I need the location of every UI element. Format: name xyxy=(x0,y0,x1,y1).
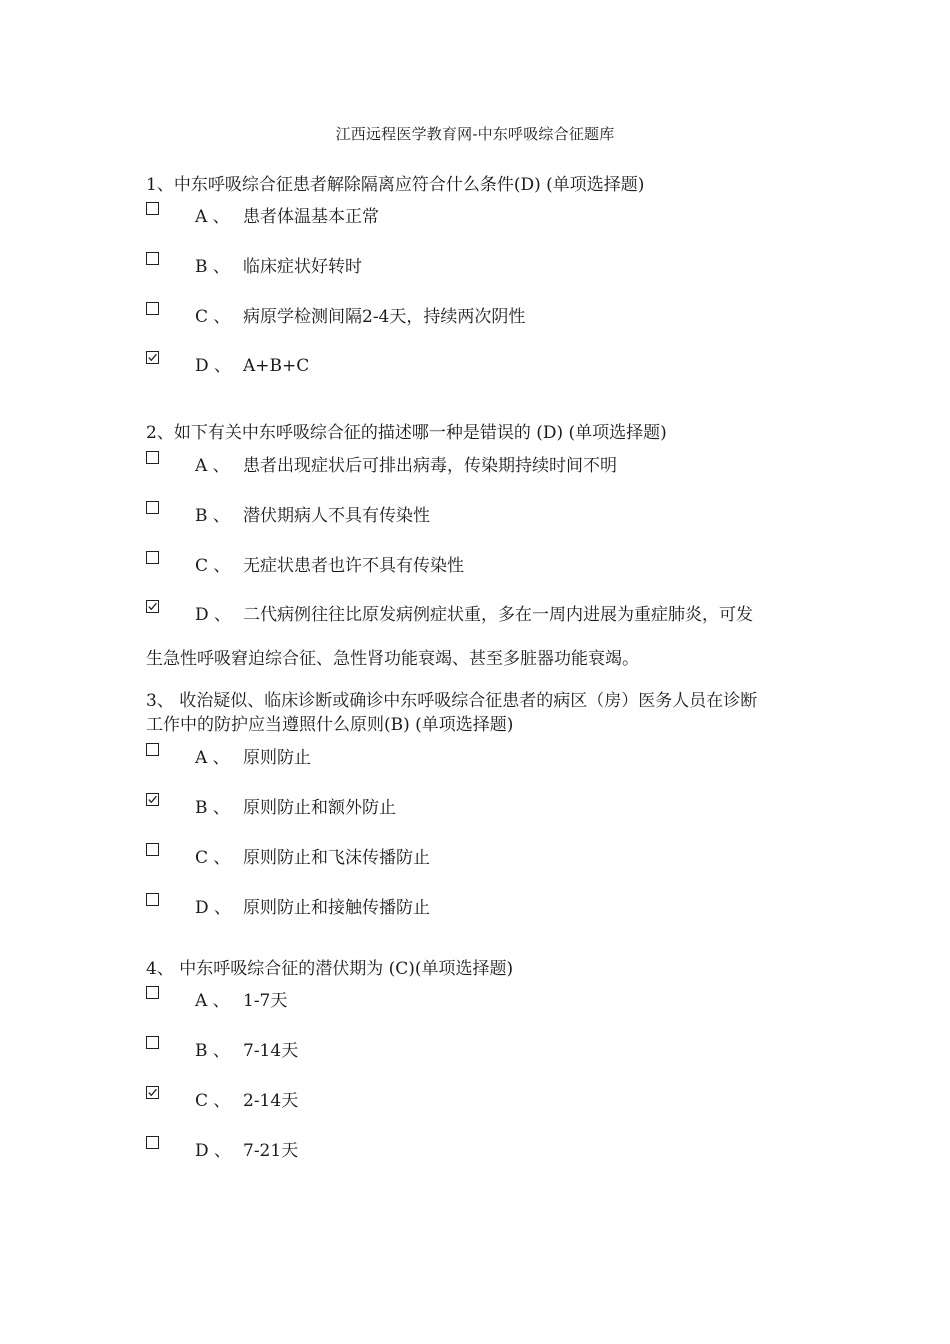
option-letter: D 、 xyxy=(195,898,232,918)
checkbox[interactable] xyxy=(146,202,159,215)
checkbox[interactable] xyxy=(146,743,159,756)
option-letter: D 、 xyxy=(195,1141,232,1161)
option-text: 二代病例往往比原发病例症状重，多在一周内进展为重症肺炎，可发 xyxy=(243,605,753,625)
option-text: 原则防止 xyxy=(243,748,311,768)
checkbox[interactable] xyxy=(146,501,159,514)
checked-checkbox[interactable] xyxy=(146,793,159,806)
checkbox[interactable] xyxy=(146,302,159,315)
option-text: A+B+C xyxy=(243,356,310,376)
option-letter: C 、 xyxy=(195,307,231,327)
option-letter: D 、 xyxy=(195,356,232,376)
option-letter: B 、 xyxy=(195,798,230,818)
option-text: 无症状患者也许不具有传染性 xyxy=(243,556,464,576)
option-letter: C 、 xyxy=(195,1091,231,1111)
checkbox[interactable] xyxy=(146,1136,159,1149)
checkbox[interactable] xyxy=(146,551,159,564)
checkbox[interactable] xyxy=(146,252,159,265)
checkbox[interactable] xyxy=(146,1036,159,1049)
option-letter: B 、 xyxy=(195,257,230,277)
checkbox[interactable] xyxy=(146,843,159,856)
checked-checkbox[interactable] xyxy=(146,600,159,613)
question-3-stem-line-1: 3、 收治疑似、临床诊断或确诊中东呼吸综合征患者的病区（房）医务人员在诊断 xyxy=(146,691,758,711)
option-text: 临床症状好转时 xyxy=(243,257,362,277)
checkmark-icon xyxy=(147,601,158,612)
page-title: 江西远程医学教育网-中东呼吸综合征题库 xyxy=(335,125,615,143)
option-text: 患者出现症状后可排出病毒，传染期持续时间不明 xyxy=(243,456,617,476)
option-letter: B 、 xyxy=(195,1041,230,1061)
option-text: 2-14天 xyxy=(243,1091,299,1111)
option-letter: A 、 xyxy=(195,991,230,1011)
question-1-stem: 1、中东呼吸综合征患者解除隔离应符合什么条件(D) (单项选择题) xyxy=(146,175,645,195)
checked-checkbox[interactable] xyxy=(146,351,159,364)
option-text-continuation: 生急性呼吸窘迫综合征、急性肾功能衰竭、甚至多脏器功能衰竭。 xyxy=(146,649,639,669)
checkmark-icon xyxy=(147,352,158,363)
checkmark-icon xyxy=(147,1087,158,1098)
option-text: 7-21天 xyxy=(243,1141,299,1161)
option-text: 病原学检测间隔2-4天，持续两次阴性 xyxy=(243,307,526,327)
option-text: 原则防止和额外防止 xyxy=(243,798,396,818)
checkbox[interactable] xyxy=(146,451,159,464)
option-text: 1-7天 xyxy=(243,991,288,1011)
option-text: 7-14天 xyxy=(243,1041,299,1061)
question-3-stem-line-2: 工作中的防护应当遵照什么原则(B) (单项选择题) xyxy=(146,715,514,735)
option-text: 潜伏期病人不具有传染性 xyxy=(243,506,430,526)
question-4-stem: 4、 中东呼吸综合征的潜伏期为 (C)(单项选择题) xyxy=(146,959,514,979)
option-letter: B 、 xyxy=(195,506,230,526)
checkmark-icon xyxy=(147,794,158,805)
checked-checkbox[interactable] xyxy=(146,1086,159,1099)
option-text: 原则防止和飞沫传播防止 xyxy=(243,848,430,868)
checkbox[interactable] xyxy=(146,986,159,999)
checkbox[interactable] xyxy=(146,893,159,906)
option-letter: C 、 xyxy=(195,556,231,576)
option-letter: D 、 xyxy=(195,605,232,625)
option-letter: A 、 xyxy=(195,456,230,476)
option-letter: A 、 xyxy=(195,748,230,768)
option-text: 患者体温基本正常 xyxy=(243,207,379,227)
option-letter: A 、 xyxy=(195,207,230,227)
option-text: 原则防止和接触传播防止 xyxy=(243,898,430,918)
option-letter: C 、 xyxy=(195,848,231,868)
question-2-stem: 2、如下有关中东呼吸综合征的描述哪一种是错误的 (D) (单项选择题) xyxy=(146,423,667,443)
